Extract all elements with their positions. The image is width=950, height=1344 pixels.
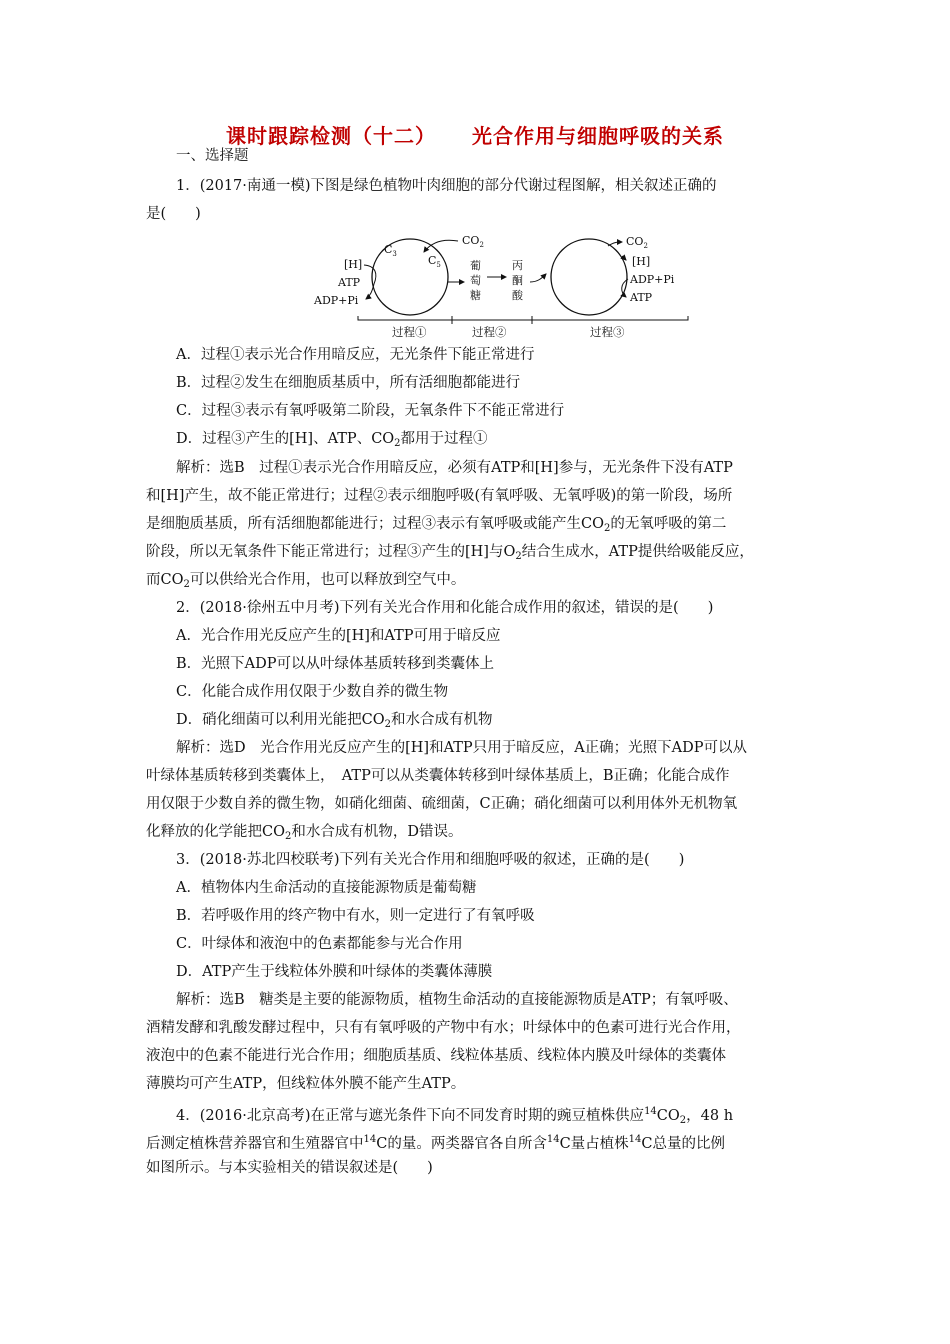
q2-option-a: A．光合作用光反应产生的[H]和ATP可用于暗反应	[176, 628, 501, 644]
q2-explanation-line4: 化释放的化学能把$CO_2$和水合成有机物，D错误。	[146, 824, 463, 842]
q2-explanation-line3: 用仅限于少数自养的微生物，如硝化细菌、硫细菌，C正确；硝化细菌可以利用体外无机物氧	[146, 796, 738, 812]
q1-option-d: D．过程③产生的[H]、ATP、$CO_2$都用于过程①	[176, 431, 488, 449]
right-h-label: [H]	[632, 255, 651, 268]
q1-explanation-line4: 阶段，所以无氧条件下能正常进行；过程③产生的[H]与$O_2$结合生成水，ATP提供给吸能反应，	[146, 544, 754, 562]
q1-explanation-line5: 而$CO_2$可以供给光合作用，也可以释放到空气中。	[146, 572, 466, 590]
pyruvate-char1: 丙	[512, 259, 523, 272]
q3-explanation-line1: 解析：选B 糖类是主要的能源物质，植物生命活动的直接能源物质是ATP；有氧呼吸、	[176, 992, 738, 1008]
krebs-cycle-circle	[551, 239, 627, 315]
left-adp-label: ADP+Pi	[314, 294, 359, 307]
glucose-char3: 糖	[470, 289, 481, 302]
q3-stem: 3．(2018·苏北四校联考)下列有关光合作用和细胞呼吸的叙述，正确的是( )	[176, 852, 685, 868]
q1-explanation-line1: 解析：选B 过程①表示光合作用暗反应，必须有ATP和[H]参与，无光条件下没有ATP	[176, 460, 733, 476]
q1-metabolism-diagram	[300, 232, 710, 342]
right-co2-label: $CO_2$	[626, 235, 648, 250]
q1-option-b: B．过程②发生在细胞质基质中，所有活细胞都能进行	[176, 375, 521, 391]
glucose-char2: 萄	[470, 274, 481, 287]
q2-stem: 2．(2018·徐州五中月考)下列有关光合作用和化能合成作用的叙述，错误的是( )	[176, 600, 714, 616]
process2-label: 过程②	[472, 325, 507, 339]
c5-label: $C_5$	[428, 254, 441, 269]
q1-explanation-line2: 和[H]产生，故不能正常进行；过程②表示细胞呼吸(有氧呼吸、无氧呼吸)的第一阶段，场所	[146, 488, 733, 504]
q3-explanation-line4: 薄膜均可产生ATP，但线粒体外膜不能产生ATP。	[146, 1076, 466, 1092]
pyruvate-char2: 酮	[512, 274, 523, 287]
glucose-char1: 葡	[470, 259, 481, 272]
q1-stem-line1: 1．(2017·南通一模)下图是绿色植物叶肉细胞的部分代谢过程图解，相关叙述正确的	[176, 178, 717, 194]
q4-stem-line2: 后测定植株营养器官和生殖器官中$^{14}$C的量。两类器官各自所含$^{14}$C量占植株$^{14}$C总量的比例	[146, 1134, 726, 1152]
q3-option-b: B．若呼吸作用的终产物中有水，则一定进行了有氧呼吸	[176, 908, 535, 924]
left-h-label: [H]	[344, 258, 363, 271]
to-krebs-arrow	[530, 274, 546, 282]
q4-stem-line1: 4．(2016·北京高考)在正常与遮光条件下向不同发育时期的豌豆植株供应$^{14}CO_2$，48 h	[176, 1106, 734, 1126]
pyruvate-char3: 酸	[512, 289, 523, 302]
left-co2-label: $CO_2$	[462, 234, 484, 249]
q3-option-d: D．ATP产生于线粒体外膜和叶绿体的类囊体薄膜	[176, 964, 493, 980]
section-heading: 一、选择题	[176, 148, 249, 164]
c3-label: $C_3$	[384, 243, 397, 258]
q1-explanation-line3: 是细胞质基质，所有活细胞都能进行；过程③表示有氧呼吸或能产生$CO_2$的无氧呼吸的第二	[146, 516, 727, 534]
left-input-curve	[364, 265, 376, 284]
left-atp-label: ATP	[338, 276, 361, 289]
process1-label: 过程①	[392, 325, 427, 339]
process-bracket	[358, 316, 688, 320]
q2-option-b: B．光照下ADP可以从叶绿体基质转移到类囊体上	[176, 656, 495, 672]
q1-stem-line2: 是( )	[146, 206, 201, 222]
title-part1: 课时跟踪检测（十二）	[226, 124, 436, 148]
title-part2: 光合作用与细胞呼吸的关系	[472, 124, 724, 148]
q2-explanation-line1: 解析：选D 光合作用光反应产生的[H]和ATP只用于暗反应，A正确；光照下ADP可以从	[176, 740, 748, 756]
diagram-svg	[300, 232, 710, 342]
q2-explanation-line2: 叶绿体基质转移到类囊体上， ATP可以从类囊体转移到叶绿体基质上，B正确；化能合成作	[146, 768, 730, 784]
q3-explanation-line2: 酒精发酵和乳酸发酵过程中，只有有氧呼吸的产物中有水；叶绿体中的色素可进行光合作用，	[146, 1020, 741, 1036]
q1-option-c: C．过程③表示有氧呼吸第二阶段，无氧条件下不能正常进行	[176, 403, 565, 419]
q3-option-a: A．植物体内生命活动的直接能源物质是葡萄糖	[176, 880, 477, 896]
right-adp-label: ADP+Pi	[630, 273, 675, 286]
process3-label: 过程③	[590, 325, 625, 339]
q3-explanation-line3: 液泡中的色素不能进行光合作用；细胞质基质、线粒体基质、线粒体内膜及叶绿体的类囊体	[146, 1048, 726, 1064]
co2-in-arrow	[424, 240, 458, 252]
page-title	[0, 120, 950, 149]
q1-option-a: A．过程①表示光合作用暗反应，无光条件下能正常进行	[176, 347, 535, 363]
q2-option-c: C．化能合成作用仅限于少数自养的微生物	[176, 684, 449, 700]
q4-stem-line3: 如图所示。与本实验相关的错误叙述是( )	[146, 1160, 433, 1176]
q2-option-d: D．硝化细菌可以利用光能把$CO_2$和水合成有机物	[176, 712, 493, 730]
right-atp-label: ATP	[630, 291, 653, 304]
q3-option-c: C．叶绿体和液泡中的色素都能参与光合作用	[176, 936, 463, 952]
